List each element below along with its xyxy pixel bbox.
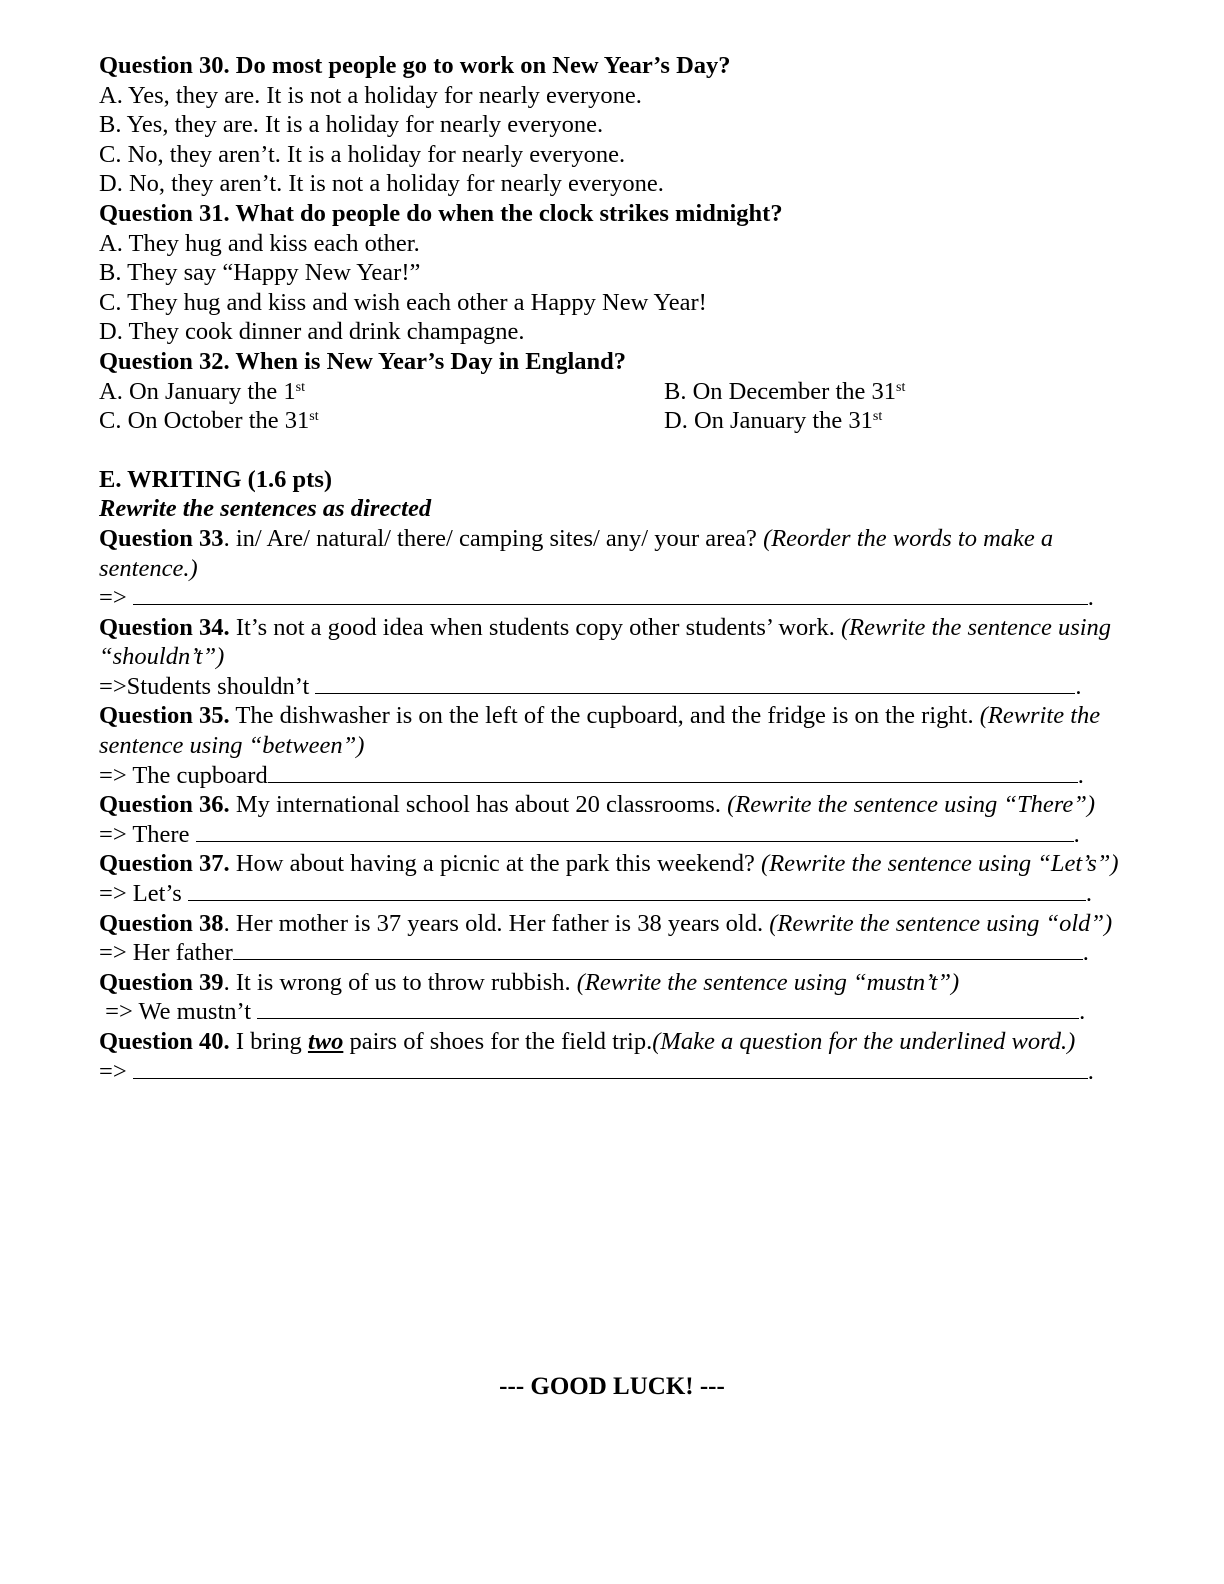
underlined-word: two [307,1028,344,1055]
option-30-d: D. No, they aren’t. It is not a holiday for nearly everyone. [99,170,664,198]
footer-good-luck: --- GOOD LUCK! --- [499,1373,725,1400]
answer-line-40[interactable]: => . [99,1057,1094,1085]
question-32: Question 32. When is New Year’s Day in England? [99,347,627,375]
option-30-a: A. Yes, they are. It is not a holiday for nearly everyone. [99,81,642,109]
option-32-c: C. On October the 31st [99,407,319,435]
answer-line-33[interactable]: => . [99,584,1094,612]
option-32-a: A. On January the 1st [99,377,305,405]
option-31-b: B. They say “Happy New Year!” [99,259,421,287]
worksheet-page [99,51,1129,1086]
answer-line-38[interactable]: => Her father . [99,939,1089,967]
answer-line-34[interactable]: =>Students shouldn’t . [99,672,1082,700]
options-32-row-1 [99,377,1129,407]
option-31-c: C. They hug and kiss and wish each other a Happy New Year! [99,288,707,316]
question-34: Question 34. It’s not a good idea when students copy other students’ work. (Rewrite the sentence using “shouldn’t”) [99,613,1112,671]
answer-line-35[interactable]: => The cupboard . [99,761,1084,789]
options-32-row-2 [99,406,1129,436]
question-39: Question 39. It is wrong of us to throw rubbish. (Rewrite the sentence using “mustn’t”) [99,968,960,996]
answer-line-36[interactable]: => There . [99,820,1080,848]
answer-line-37[interactable]: => Let’s . [99,880,1092,908]
section-title: E. WRITING (1.6 pts) [99,465,333,493]
question-30: Question 30. Do most people go to work on New Year’s Day? [99,52,731,79]
question-40: Question 40. I bring two pairs of shoes for the field trip.(Make a question for the underlined word.) [99,1028,1076,1055]
option-30-b: B. Yes, they are. It is a holiday for nearly everyone. [99,111,604,139]
option-30-c: C. No, they aren’t. It is a holiday for nearly everyone. [99,140,626,168]
section-directive: Rewrite the sentences as directed [99,495,432,523]
option-32-b: B. On December the 31st [664,377,906,405]
question-38: Question 38. Her mother is 37 years old. Her father is 38 years old. (Rewrite the sentence using “old”) [99,909,1113,937]
answer-line-39[interactable]: => We mustn’t . [99,998,1086,1026]
question-33: Question 33. in/ Are/ natural/ there/ camping sites/ any/ your area? (Reorder the words to make a sentence.) [99,524,1054,582]
question-36: Question 36. My international school has about 20 classrooms. (Rewrite the sentence using “There”) [99,791,1095,819]
question-35: Question 35. The dishwasher is on the left of the cupboard, and the fridge is on the right. (Rewrite the sentence using “between”) [99,702,1101,760]
question-31: Question 31. What do people do when the clock strikes midnight? [99,199,783,227]
question-37: Question 37. How about having a picnic at the park this weekend? (Rewrite the sentence using “Let’s”) [99,850,1119,878]
option-32-d: D. On January the 31st [664,407,883,435]
option-31-a: A. They hug and kiss each other. [99,229,420,257]
option-31-d: D. They cook dinner and drink champagne. [99,318,525,346]
